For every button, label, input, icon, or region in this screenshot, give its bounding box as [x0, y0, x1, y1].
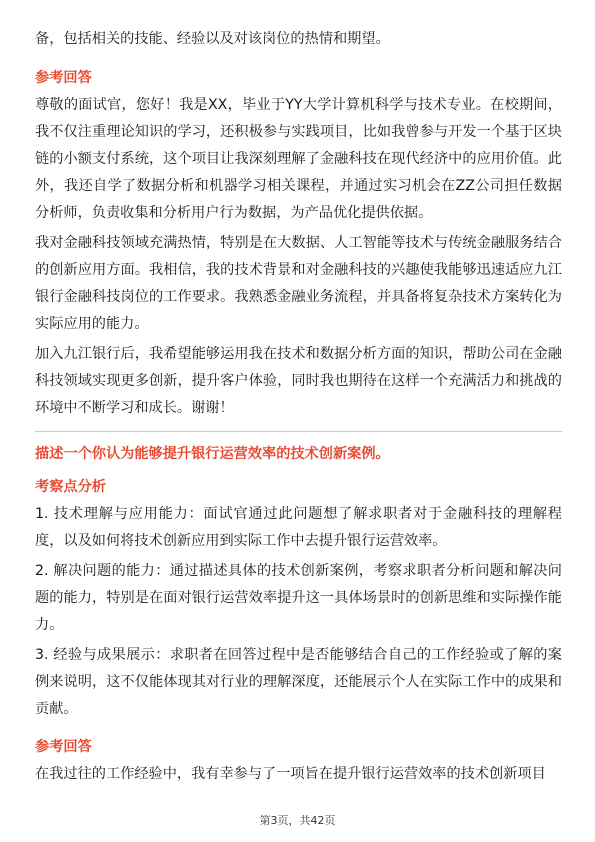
- analysis-point-1: 1. 技术理解与应用能力：面试官通过此问题想了解求职者对于金融科技的理解程度，以及如何将技术创新应用到实际工作中去提升银行运营效率。: [35, 506, 562, 549]
- analysis-point-3: 3. 经验与成果展示：求职者在回答过程中是否能够结合自己的工作经验或了解的案例来说明，这不仅能体现其对行业的理解深度，还能展示个人在实际工作中的成果和贡献。: [35, 647, 562, 717]
- section-divider: [35, 431, 562, 432]
- reference-answer-heading-2: 参考回答: [35, 739, 92, 755]
- answer-paragraph-2: 我对金融科技领域充满热情，特别是在大数据、人工智能等技术与传统金融服务结合的创新应用方面。我相信，我的技术背景和对金融科技的兴趣使我能够迅速适应九江银行金融科技岗位的工作要求。我熟悉金融业务流程，并具备将复杂技术方案转化为实际应用的能力。: [35, 235, 562, 332]
- document-page: [35, 26, 562, 791]
- answer-paragraph-3: 加入九江银行后，我希望能够运用我在技术和数据分析方面的知识，帮助公司在金融科技领域实现更多创新，提升客户体验，同时我也期待在这样一个充满活力和挑战的环境中不断学习和成长。谢谢！: [35, 346, 562, 416]
- page-number-footer: 第3页，共42页: [259, 814, 336, 827]
- section-spacer: [35, 726, 562, 734]
- intro-tail-text: 备，包括相关的技能、经验以及对该岗位的热情和期望。: [35, 31, 390, 47]
- analysis-point-2: 2. 解决问题的能力：通过描述具体的技术创新案例，考察求职者分析问题和解决问题的能力，特别是在面对银行运营效率提升这一具体场景时的创新思维和实际操作能力。: [35, 563, 562, 633]
- reference-answer-heading-1: 参考回答: [35, 70, 92, 86]
- answer-start-text: 在我过往的工作经验中，我有幸参与了一项旨在提升银行运营效率的技术创新项目: [35, 766, 546, 782]
- answer-paragraph-1: 尊敬的面试官，您好！我是XX，毕业于YY大学计算机科学与技术专业。在校期间，我不仅注重理论知识的学习，还积极参与实践项目，比如我曾参与开发一个基于区块链的小额支付系统，这个项目让我深刻理解了金融科技在现代经济中的应用价值。此外，我还自学了数据分析和机器学习相关课程，并通过实习机会在ZZ公司担任数据分析师，负责收集和分析用户行为数据，为产品优化提供依据。: [35, 97, 562, 221]
- interview-question: 描述一个你认为能够提升银行运营效率的技术创新案例。: [35, 446, 390, 462]
- analysis-heading: 考察点分析: [35, 479, 106, 495]
